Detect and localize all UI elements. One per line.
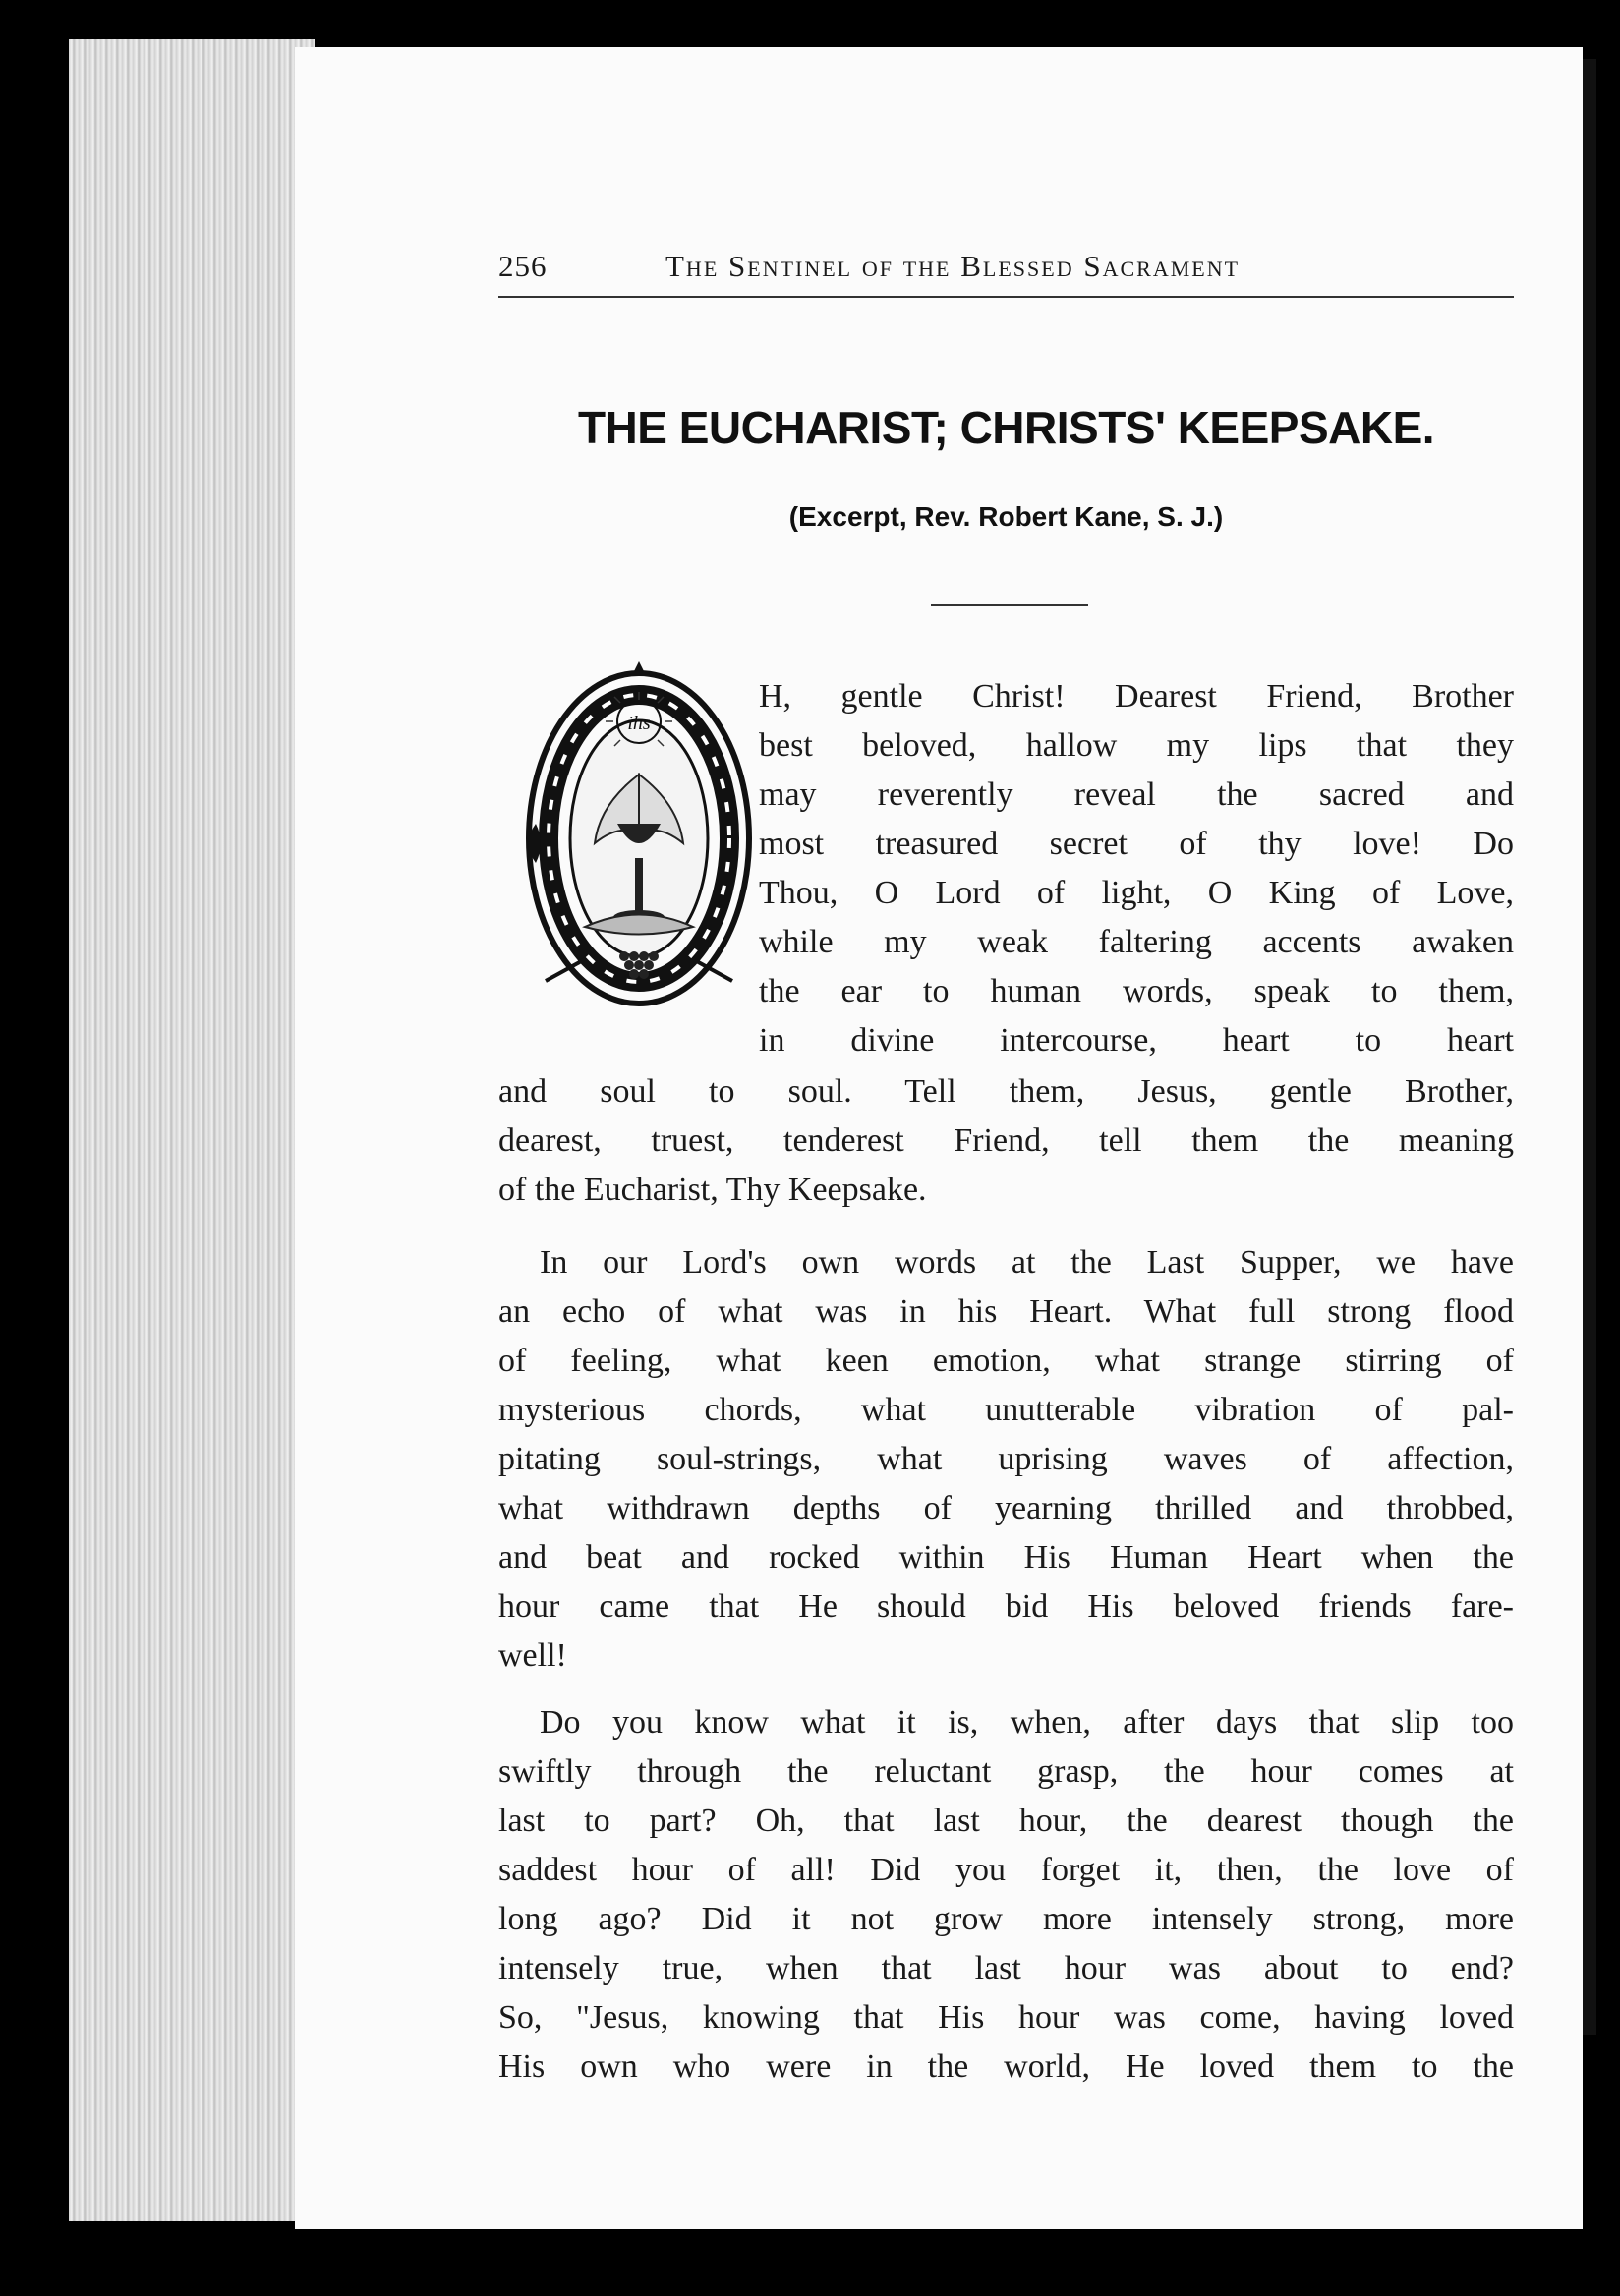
text-line: dearest, truest, tenderest Friend, tell them the meaning	[498, 1122, 1514, 1159]
svg-text:ihs: ihs	[627, 713, 651, 734]
page-number: 256	[498, 249, 548, 283]
text-line: of feeling, what keen emotion, what strange stirring of	[498, 1343, 1514, 1379]
page-header	[498, 249, 1514, 298]
running-head: The Sentinel of the Blessed Sacrament	[665, 249, 1241, 283]
text-line: mysterious chords, what unutterable vibration of pal-	[498, 1392, 1514, 1428]
text-line: an echo of what was in his Heart. What full strong flood	[498, 1293, 1514, 1330]
text-line: Do you know what it is, when, after days that slip too	[540, 1704, 1514, 1741]
text-line: well!	[498, 1637, 567, 1674]
text-line: and soul to soul. Tell them, Jesus, gentle Brother,	[498, 1073, 1514, 1110]
text-line: So, "Jesus, knowing that His hour was come, having loved	[498, 1999, 1514, 2036]
opening-paragraph-tail	[498, 1067, 1514, 1215]
text-line: may reverently reveal the sacred and	[759, 776, 1514, 813]
article-byline: (Excerpt, Rev. Robert Kane, S. J.)	[788, 501, 1224, 532]
ornamental-initial-o	[516, 657, 781, 1020]
text-line: and beat and rocked within His Human Heart when the	[498, 1539, 1514, 1576]
book-page-edges	[69, 39, 315, 2221]
text-line: what withdrawn depths of yearning thrilled and throbbed,	[498, 1490, 1514, 1526]
text-line: the ear to human words, speak to them,	[759, 973, 1514, 1009]
title-divider	[931, 604, 1088, 606]
text-line: of the Eucharist, Thy Keepsake.	[498, 1172, 927, 1208]
text-line: best beloved, hallow my lips that they	[759, 727, 1514, 764]
chalice-monogram-icon	[516, 657, 781, 1020]
text-line: most treasured secret of thy love! Do	[759, 826, 1514, 862]
text-line: pitating soul-strings, what uprising waves of affection,	[498, 1441, 1514, 1477]
opening-paragraph-dropcap	[759, 672, 1514, 1065]
book-right-edge	[1583, 59, 1596, 2035]
book-page	[295, 47, 1583, 2229]
text-line: while my weak faltering accents awaken	[759, 924, 1514, 960]
text-line: H, gentle Christ! Dearest Friend, Brother	[759, 678, 1514, 715]
article-title: THE EUCHARIST; CHRISTS' KEEPSAKE.	[577, 402, 1435, 453]
paragraph-last-hour	[498, 1698, 1514, 2092]
text-line: in divine intercourse, heart to heart	[759, 1022, 1514, 1059]
text-line: last to part? Oh, that last hour, the dearest though the	[498, 1803, 1514, 1839]
text-line: Thou, O Lord of light, O King of Love,	[759, 875, 1514, 911]
text-line: hour came that He should bid His beloved friends fare-	[498, 1588, 1514, 1625]
text-line: His own who were in the world, He loved them to the	[498, 2048, 1514, 2085]
text-line: intensely true, when that last hour was about to end?	[498, 1950, 1514, 1986]
text-line: swiftly through the reluctant grasp, the hour comes at	[498, 1753, 1514, 1790]
text-line: saddest hour of all! Did you forget it, then, the love of	[498, 1852, 1514, 1888]
text-line: long ago? Did it not grow more intensely strong, more	[498, 1901, 1514, 1937]
paragraph-last-supper	[498, 1238, 1514, 1681]
text-line: In our Lord's own words at the Last Supper, we have	[540, 1244, 1514, 1281]
